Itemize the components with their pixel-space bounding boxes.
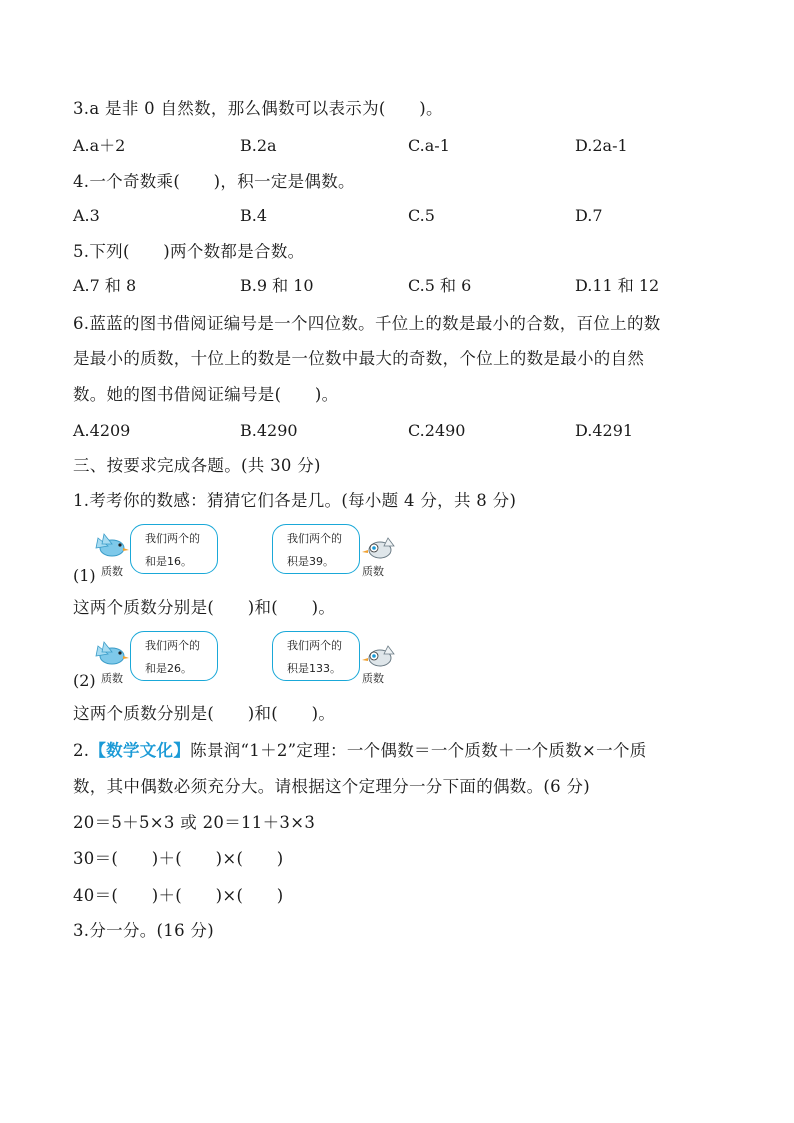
q5-option-d: D.11 和 12 xyxy=(575,276,660,295)
q5-option-b: B.9 和 10 xyxy=(240,276,314,295)
s3-q1-sub1-left-label: 质数 xyxy=(101,565,123,578)
q6-option-a: A.4209 xyxy=(73,421,131,440)
s3-q2-line-1 xyxy=(73,740,647,762)
bubble-text-line: 我们两个的 xyxy=(287,639,342,652)
section-3-heading: 三、按要求完成各题。(共 30 分) xyxy=(73,456,321,475)
s3-q1-sub1-answer: 这两个质数分别是( )和( )。 xyxy=(73,598,336,617)
q6-line-3: 数。她的图书借阅证编号是( )。 xyxy=(73,385,339,404)
q6-line-1: 6.蓝蓝的图书借阅证编号是一个四位数。千位上的数是最小的合数，百位上的数 xyxy=(73,314,661,333)
bubble-text-line: 我们两个的 xyxy=(145,639,200,652)
q4-option-d: D.7 xyxy=(575,206,603,225)
q3-option-b: B.2a xyxy=(240,136,277,155)
s3-q2-example: 20＝5＋5×3 或 20＝11＋3×3 xyxy=(73,813,316,832)
bird-left-icon xyxy=(92,638,130,668)
s3-q2-row-40: 40＝( )＋( )×( ) xyxy=(73,886,284,905)
q4-stem: 4.一个奇数乘( )，积一定是偶数。 xyxy=(73,172,355,191)
q5-option-c: C.5 和 6 xyxy=(408,276,472,295)
s3-q2-line-1-text: 陈景润“1＋2”定理：一个偶数＝一个质数＋一个质数×一个质 xyxy=(190,741,647,760)
s3-q1-sub1-number: (1) xyxy=(73,566,96,585)
s3-q3-stem: 3.分一分。(16 分) xyxy=(73,921,214,940)
s3-q2-line-2: 数，其中偶数必须充分大。请根据这个定理分一分下面的偶数。(6 分) xyxy=(73,777,591,796)
q6-line-2: 是最小的质数，十位上的数是一位数中最大的奇数，个位上的数是最小的自然 xyxy=(73,349,645,368)
s3-q2-row-30: 30＝( )＋( )×( ) xyxy=(73,849,284,868)
q4-option-a: A.3 xyxy=(73,206,100,225)
bubble-text-line: 积是39。 xyxy=(287,555,334,568)
bubble-text-line: 我们两个的 xyxy=(287,532,342,545)
q6-option-c: C.2490 xyxy=(408,421,466,440)
math-culture-tag: 【数学文化】 xyxy=(89,741,191,760)
q5-option-a: A.7 和 8 xyxy=(73,276,137,295)
q3-option-a: A.a＋2 xyxy=(73,136,126,155)
s3-q1-sub1-left-bubble xyxy=(130,524,218,574)
s3-q1-sub2-left-bubble xyxy=(130,631,218,681)
s3-q2-prefix: 2. xyxy=(73,741,90,760)
q4-option-b: B.4 xyxy=(240,206,268,225)
s3-q1-sub1-right-label: 质数 xyxy=(362,565,384,578)
s3-q1-sub2-right-label: 质数 xyxy=(362,672,384,685)
bubble-text-line: 和是26。 xyxy=(145,662,192,675)
bubble-text-line: 积是133。 xyxy=(287,662,341,675)
q5-stem: 5.下列( )两个数都是合数。 xyxy=(73,242,305,261)
q3-option-d: D.2a-1 xyxy=(575,136,628,155)
s3-q1-sub2-left-label: 质数 xyxy=(101,672,123,685)
q4-option-c: C.5 xyxy=(408,206,435,225)
q3-option-c: C.a-1 xyxy=(408,136,450,155)
s3-q1-stem: 1.考考你的数感：猜猜它们各是几。(每小题 4 分，共 8 分) xyxy=(73,491,517,510)
s3-q1-sub1-right-bubble xyxy=(272,524,360,574)
s3-q1-sub2-number: (2) xyxy=(73,671,96,690)
s3-q1-sub2-answer: 这两个质数分别是( )和( )。 xyxy=(73,704,336,723)
bird-right-icon xyxy=(362,532,400,562)
bird-left-icon xyxy=(92,530,130,560)
q6-option-b: B.4290 xyxy=(240,421,298,440)
bubble-text-line: 我们两个的 xyxy=(145,532,200,545)
q6-option-d: D.4291 xyxy=(575,421,634,440)
bubble-text-line: 和是16。 xyxy=(145,555,192,568)
s3-q1-sub2-right-bubble xyxy=(272,631,360,681)
q3-stem: 3.a 是非 0 自然数，那么偶数可以表示为( )。 xyxy=(73,99,443,118)
bird-right-icon xyxy=(362,640,400,670)
